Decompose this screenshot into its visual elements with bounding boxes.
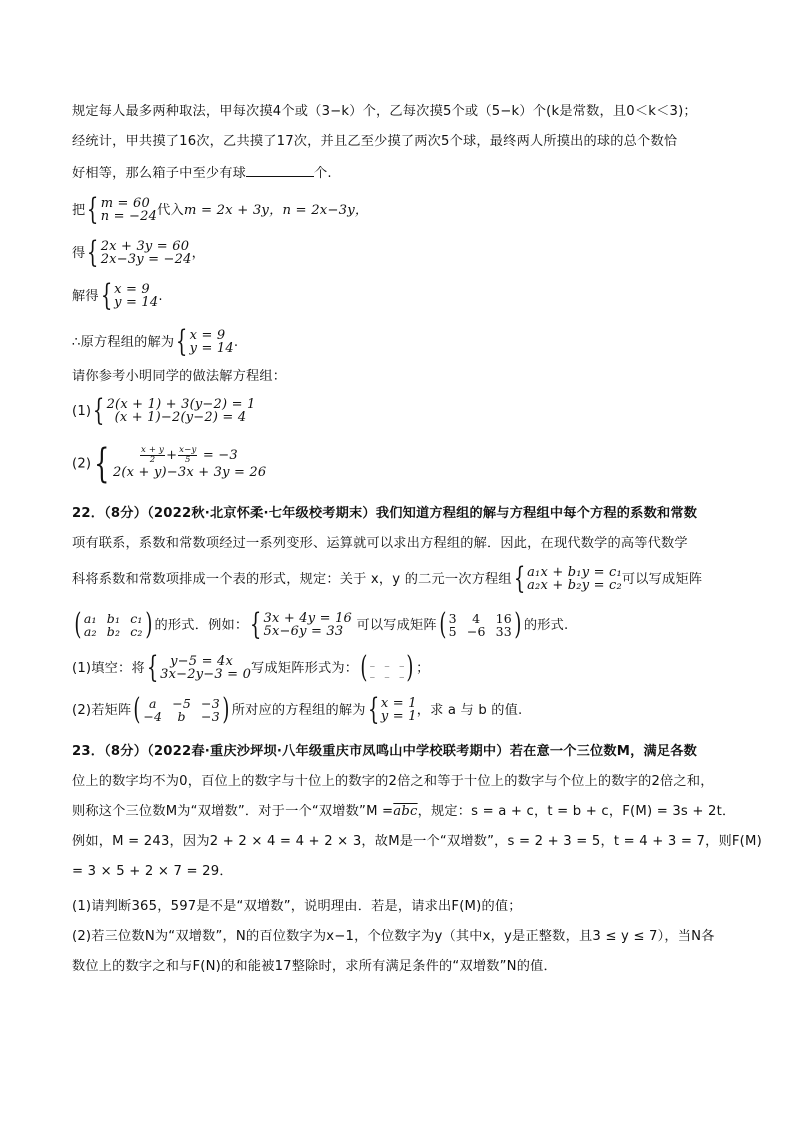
q1-label: (1): [72, 404, 92, 419]
general-row-1: a₁x + b₁y = c₁: [527, 565, 622, 580]
p2-row-1: x = 1: [380, 696, 417, 711]
matrix-example: ( 3 4 16 5 −6 33 ): [439, 607, 522, 642]
q22-p2-mid: 所对应的方程组的解为: [231, 703, 366, 718]
sub-row-2: n = −24: [100, 209, 158, 224]
matrix-given-cell: −4: [143, 709, 163, 724]
matrix-example-cell: 5: [448, 624, 457, 639]
q2-label: (2): [72, 456, 92, 472]
q23-line-3-text: 则称这个三位数M为“双增数”．对于一个“双增数”M =: [72, 804, 394, 819]
orig-row-1: x = 9: [189, 328, 226, 343]
get-system: { 2x + 3y = 60 2x−3y = −24: [87, 235, 192, 270]
general-row-2: a₂x + b₂y = c₂: [527, 578, 622, 593]
intro-line-3-tail: 个.: [314, 166, 332, 181]
q2-frac-2-num: x−y: [179, 445, 197, 455]
q22-line-3-text: 科将系数和常数项排成一个表的形式，规定：关于 x，y 的二元一次方程组: [72, 572, 512, 587]
matrix-example-cell: 3: [448, 611, 457, 626]
matrix-example-cell: 33: [495, 624, 512, 639]
sub-expression: m = 2x + 3y，n = 2x−3y，: [183, 203, 369, 218]
intro-line-3-text: 好相等，那么箱子中至少有球: [72, 166, 247, 181]
q22-p2-text: (2)若矩阵: [72, 703, 132, 718]
matrix-example-cell: 16: [495, 611, 512, 626]
matrix-general: ( a₁ b₁ c₁ a₂ b₂ c₂ ): [74, 607, 153, 642]
matrix-given: ( a −5 −3 −4 b −3 ): [133, 692, 230, 727]
sub-system: { m = 60 n = −24: [87, 192, 158, 227]
q23-line-3: [72, 802, 735, 822]
matrix-example-cells: [449, 612, 512, 638]
get-line: [72, 235, 205, 270]
solve-row-2: y = 14: [114, 295, 159, 310]
q22-line-3: [72, 561, 703, 596]
p2-row-2: y = 1: [380, 709, 417, 724]
matrix-answer-cell: _: [399, 668, 405, 678]
answer-blank[interactable]: [246, 162, 314, 177]
q22-part-2: [72, 692, 523, 727]
intro-line-1: 规定每人最多两种取法，甲每次摸4个或（3−k）个，乙每次摸5个或（5−k）个(k是常数，且0＜k＜3)；: [72, 104, 697, 119]
matrix-general-cell: a₂: [83, 624, 97, 639]
q2-plus: +: [166, 448, 178, 463]
q23-heading: [72, 742, 697, 762]
q2-frac-2: [178, 446, 197, 465]
q2-system: { $\frac{x + y}{2}$ + $\frac{x-y}{5}$ = −3 2(x + y)−3x + 3y = 26: [94, 440, 267, 487]
orig-system: { x = 9 y = 14: [176, 324, 234, 359]
matrix-answer-cell: _: [384, 657, 390, 667]
q22-head-text: 22．（8分）（2022秋·北京怀柔·七年级校考期末）我们知道方程组的解与方程组中每个方程的系数和常数: [72, 506, 698, 521]
matrix-general-cell: c₁: [130, 611, 143, 626]
q22-line-4-tail: 的形式.: [523, 618, 569, 633]
q2-frac-1-num: x + y: [140, 445, 165, 455]
q23-abc: $\overline{abc}$: [393, 804, 418, 819]
q2-row-1: [113, 446, 266, 465]
example-row-1: 3x + 4y = 16: [263, 611, 353, 626]
matrix-given-cells: [143, 697, 219, 723]
matrix-answer-cell: _: [399, 657, 405, 667]
q2-frac-1-den: 2: [149, 455, 156, 465]
p1-row-1: y−5 = 4x: [170, 654, 234, 669]
q23-part-2: (2)若三位数N为“双增数”，N的百位数字为x−1，个位数字为y（其中x，y是正整数，且3 ≤ y ≤ 7），当N各: [72, 929, 715, 944]
ask-line: 请你参考小明同学的做法解方程组：: [72, 369, 287, 384]
matrix-general-cell: c₂: [130, 624, 143, 639]
matrix-given-cell: b: [177, 709, 186, 724]
example-system: { 3x + 4y = 16 5x−6y = 33: [250, 607, 353, 642]
sub-row-1: m = 60: [100, 196, 150, 211]
solve-suffix: .: [158, 289, 163, 304]
example-row-2: 5x−6y = 33: [263, 624, 344, 639]
q22-line-4: [72, 607, 569, 642]
intro-line-3: [72, 162, 332, 184]
general-system: { a₁x + b₁y = c₁ a₂x + b₂y = c₂: [513, 561, 622, 596]
orig-row-2: y = 14: [189, 341, 234, 356]
matrix-given-cell: a: [148, 696, 157, 711]
solve-system: { x = 9 y = 14: [100, 278, 159, 313]
original-solution-line: [72, 324, 239, 359]
q23-line-5: = 3 × 5 + 2 × 7 = 29．: [72, 864, 233, 879]
matrix-example-cell: −6: [466, 624, 486, 639]
matrix-answer[interactable]: ( _ _ _ _ _ _ ): [360, 650, 414, 685]
q22-p1-text: (1)填空：将: [72, 661, 145, 676]
q22-line-3-tail: 可以写成矩阵: [621, 572, 703, 587]
solve-line: [72, 278, 163, 313]
q22-p2-tail: ，求 a 与 b 的值.: [416, 703, 523, 718]
q23-line-4: 例如，M = 243，因为2 + 2 × 4 = 4 + 2 × 3，故M是一个“双增数”，s = 2 + 3 = 5，t = 4 + 3 = 7，则F(M): [72, 834, 762, 849]
q2-row-2: 2(x + y)−3x + 3y = 26: [112, 465, 267, 480]
matrix-general-cell: b₂: [106, 624, 121, 639]
matrix-general-cells: [84, 612, 143, 638]
q1-system: { 2(x + 1) + 3(y−2) = 1 (x + 1)−2(y−2) = 4: [93, 393, 256, 428]
q22-line-2: 项有联系，系数和常数项经过一系列变形、运算就可以求出方程组的解．因此，在现代数学的高等代数学: [72, 536, 688, 551]
q2-frac-2-den: 5: [185, 455, 191, 465]
q23-part-1: (1)请判断365，597是不是“双增数”，说明理由．若是，请求出F(M)的值；: [72, 899, 522, 914]
solve-prefix: 解得: [72, 289, 99, 304]
orig-suffix: .: [233, 335, 239, 350]
matrix-answer-cell: _: [370, 668, 375, 678]
p1-row-2: 3x−2y−3 = 0: [160, 667, 252, 682]
solve-row-1: x = 9: [114, 282, 150, 297]
q22-p1-tail: ；: [416, 661, 430, 676]
intro-line-2: 经统计，甲共摸了16次，乙共摸了17次，并且乙至少摸了两次5个球，最终两人所摸出的球的总个数恰: [72, 134, 678, 149]
get-row-2: 2x−3y = −24: [100, 252, 192, 267]
q2-row-1-tail: = −3: [202, 448, 238, 463]
q23-line-2: 位上的数字均不为0，百位上的数字与十位上的数字的2倍之和等于十位上的数字与个位上的数字的2倍之和，: [72, 774, 714, 789]
q22-p1-mid: 写成矩阵形式为：: [251, 661, 359, 676]
q23-head-text: 23．（8分）（2022春·重庆沙坪坝·八年级重庆市凤鸣山中学校联考期中）若在意一个三位数M，满足各数: [72, 744, 698, 759]
question-2-line: [72, 440, 267, 487]
matrix-example-cell: 4: [472, 611, 481, 626]
q22-line-4-text: 的形式．例如：: [154, 618, 249, 633]
substitution-line: [72, 192, 369, 227]
question-1-line: [72, 393, 256, 428]
q22-part-1: [72, 650, 430, 685]
p1-system: { y−5 = 4x 3x−2y−3 = 0: [146, 650, 252, 685]
sub-mid: 代入: [157, 203, 184, 218]
get-suffix: ，: [191, 246, 205, 261]
matrix-given-cell: −3: [201, 696, 220, 711]
get-prefix: 得: [72, 246, 86, 261]
matrix-general-cell: b₁: [106, 611, 121, 626]
orig-prefix: ∴原方程组的解为: [72, 335, 175, 350]
q1-row-1: 2(x + 1) + 3(y−2) = 1: [106, 397, 256, 412]
get-row-1: 2x + 3y = 60: [100, 239, 190, 254]
matrix-given-cell: −5: [172, 696, 192, 711]
p2-system: { x = 1 y = 1: [367, 692, 417, 727]
q23-line-3-tail: ，规定：s = a + c，t = b + c，F(M) = 3s + 2t．: [417, 804, 736, 819]
matrix-answer-cell: _: [370, 657, 375, 667]
q22-heading: [72, 504, 697, 524]
sub-prefix: 把: [72, 203, 86, 218]
matrix-answer-cells[interactable]: [370, 657, 404, 679]
q1-row-2: (x + 1)−2(y−2) = 4: [114, 410, 247, 425]
q22-line-4-mid: 可以写成矩阵: [356, 618, 437, 633]
matrix-answer-cell: _: [384, 668, 390, 678]
matrix-given-cell: −3: [201, 709, 220, 724]
q23-part-3: 数位上的数字之和与F(N)的和能被17整除时，求所有满足条件的“双增数”N的值．: [72, 959, 557, 974]
matrix-general-cell: a₁: [83, 611, 97, 626]
q2-frac-1: [140, 446, 165, 465]
